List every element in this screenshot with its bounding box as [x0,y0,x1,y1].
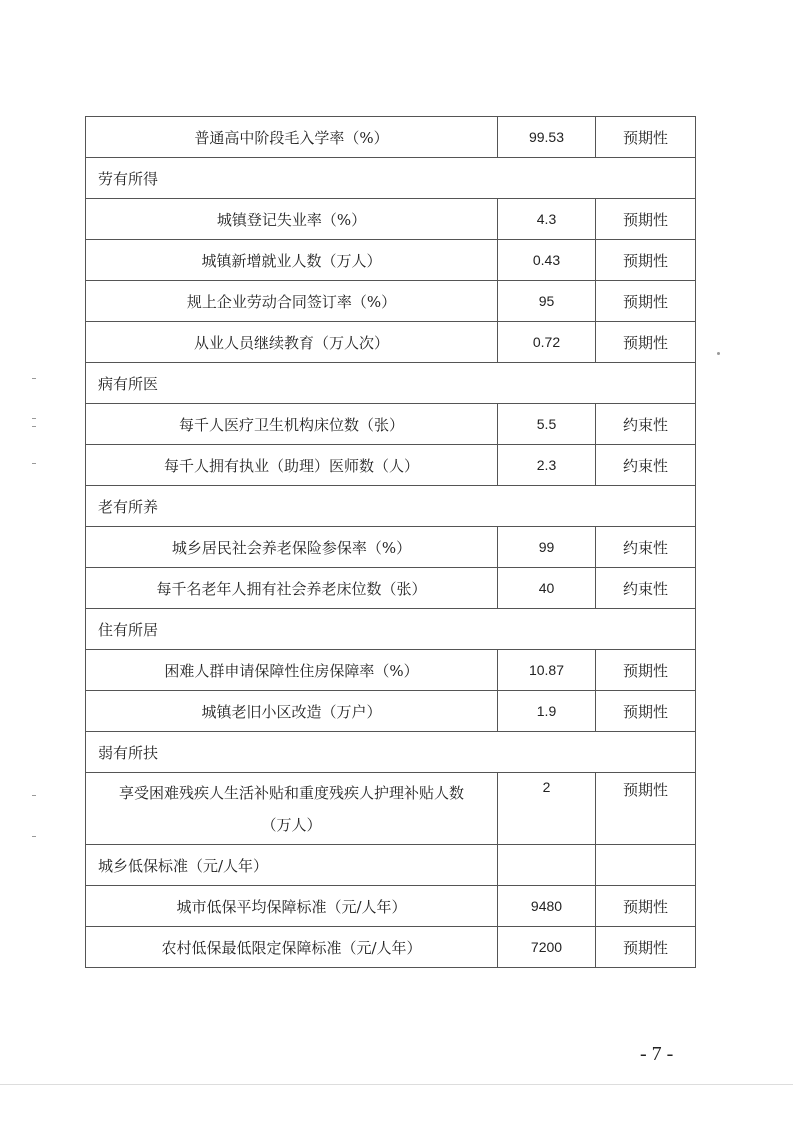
indicator-type-cell: 预期性 [596,773,696,845]
table-row [86,240,696,281]
indicator-type-cell: 预期性 [596,199,696,240]
table-row [86,199,696,240]
indicator-value-cell: 40 [498,568,596,609]
indicator-table-body [86,117,696,968]
indicator-name-cell: 城镇登记失业率（%） [86,199,498,240]
indicator-value-cell: 5.5 [498,404,596,445]
margin-mark [32,836,36,837]
indicator-name-cell: 城市低保平均保障标准（元/人年） [86,886,498,927]
indicator-type-cell: 预期性 [596,117,696,158]
indicator-name-cell: 农村低保最低限定保障标准（元/人年） [86,927,498,968]
indicator-type-cell: 预期性 [596,691,696,732]
indicator-name-cell: 从业人员继续教育（万人次） [86,322,498,363]
table-row [86,404,696,445]
indicator-value-cell: 9480 [498,886,596,927]
section-row [86,158,696,199]
margin-mark [32,418,36,419]
indicator-value-cell: 1.9 [498,691,596,732]
indicator-name-cell: 城乡低保标准（元/人年） [86,845,498,886]
indicator-name-cell: 每千名老年人拥有社会养老床位数（张） [86,568,498,609]
indicator-name-cell: 城镇新增就业人数（万人） [86,240,498,281]
indicator-value-cell: 0.72 [498,322,596,363]
table-row [86,691,696,732]
indicator-type-cell: 预期性 [596,650,696,691]
section-row [86,486,696,527]
page-bottom-rule [0,1084,793,1085]
indicator-name-cell: 城乡居民社会养老保险参保率（%） [86,527,498,568]
table-row [86,322,696,363]
margin-mark [32,795,36,796]
indicator-value-cell: 95 [498,281,596,322]
indicator-type-cell: 预期性 [596,886,696,927]
indicator-value-cell: 2 [498,773,596,845]
indicator-type-cell: 约束性 [596,527,696,568]
indicator-value-cell [498,845,596,886]
indicator-type-cell [596,845,696,886]
indicator-name-cell: 享受困难残疾人生活补贴和重度残疾人护理补贴人数（万人） [86,773,498,845]
section-title: 住有所居 [86,609,696,650]
indicator-type-cell: 约束性 [596,404,696,445]
table-row [86,927,696,968]
section-row [86,609,696,650]
indicator-name-cell: 每千人拥有执业（助理）医师数（人） [86,445,498,486]
indicator-value-cell: 2.3 [498,445,596,486]
indicator-name-cell: 城镇老旧小区改造（万户） [86,691,498,732]
indicator-type-cell: 约束性 [596,445,696,486]
margin-mark [717,352,720,355]
indicator-name-cell: 困难人群申请保障性住房保障率（%） [86,650,498,691]
indicator-name-cell: 普通高中阶段毛入学率（%） [86,117,498,158]
page-number: - 7 - [640,1043,674,1065]
indicator-name-cell: 每千人医疗卫生机构床位数（张） [86,404,498,445]
indicator-value-cell: 0.43 [498,240,596,281]
table-row [86,886,696,927]
indicator-value-cell: 99 [498,527,596,568]
margin-mark [32,426,36,427]
table-row [86,845,696,886]
table-row [86,650,696,691]
section-title: 病有所医 [86,363,696,404]
indicator-table [85,116,696,968]
indicator-type-cell: 预期性 [596,322,696,363]
margin-mark [32,378,36,379]
indicator-name-cell: 规上企业劳动合同签订率（%） [86,281,498,322]
indicator-value-cell: 99.53 [498,117,596,158]
table-row [86,281,696,322]
indicator-value-cell: 10.87 [498,650,596,691]
indicator-type-cell: 约束性 [596,568,696,609]
section-row [86,363,696,404]
indicator-value-cell: 4.3 [498,199,596,240]
section-title: 老有所养 [86,486,696,527]
section-title: 劳有所得 [86,158,696,199]
table-row [86,527,696,568]
margin-mark [32,463,36,464]
section-row [86,732,696,773]
table-row [86,568,696,609]
table-row [86,117,696,158]
indicator-type-cell: 预期性 [596,240,696,281]
indicator-type-cell: 预期性 [596,927,696,968]
section-title: 弱有所扶 [86,732,696,773]
indicator-value-cell: 7200 [498,927,596,968]
table-row [86,773,696,845]
indicator-type-cell: 预期性 [596,281,696,322]
table-row [86,445,696,486]
